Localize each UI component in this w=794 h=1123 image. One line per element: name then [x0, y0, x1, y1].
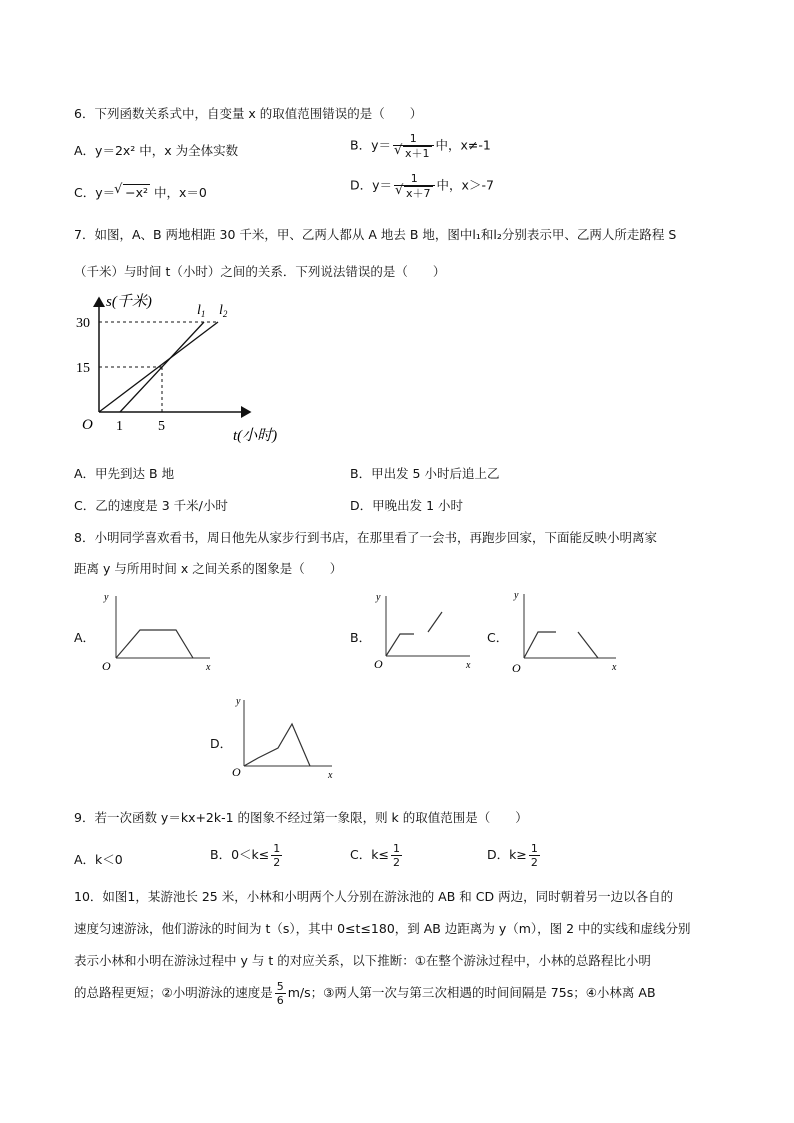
q7-line-l2	[99, 322, 218, 412]
q6-b-suffix: 中，x≠-1	[435, 137, 491, 153]
q10-speed-den: 6	[276, 994, 284, 1007]
q7-stem-line2: （千米）与时间 t（小时）之间的关系．下列说法错误的是（ ）	[74, 264, 446, 279]
q9-b-prefix: B．0＜k≤	[210, 847, 270, 862]
q6-b-num: 1	[409, 132, 417, 145]
q9-option-a: A．k＜0	[74, 852, 123, 867]
q8c-x-label: x	[612, 662, 617, 673]
q6-c-radical: √ −x²	[123, 184, 150, 200]
q8a-origin: O	[102, 659, 111, 673]
q8c-curve-2	[578, 632, 598, 658]
q9-d-den: 2	[530, 856, 538, 869]
q7-l1-label: $l_1$	[197, 303, 206, 319]
q8c-y-label: y	[514, 590, 519, 601]
q9-b-den: 2	[273, 856, 281, 869]
q6-d-prefix: D．y＝	[350, 177, 393, 193]
q9-b-num: 1	[273, 842, 281, 855]
q9-stem: 9．若一次函数 y＝kx+2k-1 的图象不经过第一象限，则 k 的取值范围是（ ）	[74, 810, 528, 825]
q7-l2-label: $l_2$	[219, 303, 228, 319]
q6-d-num: 1	[410, 172, 418, 185]
q6-option-c	[74, 183, 207, 201]
q8b-origin: O	[374, 657, 383, 671]
q8c-origin: O	[512, 661, 521, 673]
q7-option-c: C．乙的速度是 3 千米/小时	[74, 498, 228, 513]
q10-line4-suffix: m/s；③两人第一次与第三次相遇的时间间隔是 75s；④小林离 AB	[287, 985, 656, 1000]
q10-speed-num: 5	[276, 980, 284, 993]
q10-line4	[74, 980, 656, 1007]
q6-d-fraction	[394, 172, 435, 200]
q7-y-tick-30: 30	[76, 316, 90, 331]
q9-d-prefix: D．k≥	[487, 847, 527, 862]
q7-x-tick-5: 5	[158, 419, 165, 434]
q8b-y-label: y	[376, 592, 381, 603]
q6-stem: 6．下列函数关系式中，自变量 x 的取值范围错误的是（ ）	[74, 106, 423, 121]
q8b-x-label: x	[466, 660, 471, 671]
q7-y-label: s(千米)	[106, 294, 152, 310]
q8-graph-d	[228, 688, 343, 783]
q9-c-num: 1	[392, 842, 400, 855]
q8-label-a: A．	[74, 630, 96, 645]
q8a-x-label: x	[206, 662, 211, 673]
q7-stem-line1: 7．如图，A、B 两地相距 30 千米，甲、乙两人都从 A 地去 B 地，图中l₁和l₂分别表示甲、乙两人所走路程 S	[74, 227, 677, 242]
q6-b-prefix: B．y＝	[350, 137, 391, 153]
q7-y-tick-15: 15	[76, 361, 90, 376]
q7-graph	[70, 288, 320, 448]
q10-line4-prefix: 的总路程更短；②小明游泳的速度是	[74, 985, 273, 1000]
q8-graph-b	[370, 588, 480, 673]
q7-x-tick-1: 1	[116, 419, 123, 434]
q7-origin: O	[82, 417, 93, 433]
q8-label-b: B．	[350, 630, 372, 645]
q7-option-b: B．甲出发 5 小时后追上乙	[350, 466, 500, 481]
q8-graph-a	[98, 588, 218, 673]
q6-option-d	[350, 172, 494, 200]
q6-option-a: A．y＝2x² 中，x 为全体实数	[74, 143, 239, 158]
q6-d-suffix: 中，x＞-7	[436, 177, 494, 193]
q9-option-c	[350, 842, 404, 869]
q8d-y-label: y	[236, 696, 241, 707]
q10-line2: 速度匀速游泳，他们游泳的时间为 t（s），其中 0≤t≤180，到 AB 边距离为 y（m），图 2 中的实线和虚线分别	[74, 921, 691, 936]
q8a-y-label: y	[104, 592, 109, 603]
q8d-curve	[244, 724, 310, 766]
q9-c-den: 2	[392, 856, 400, 869]
q7-option-d: D．甲晚出发 1 小时	[350, 498, 464, 513]
q8b-curve-1	[386, 634, 414, 656]
q8d-origin: O	[232, 765, 241, 779]
q6-c-prefix: C．y＝	[74, 185, 116, 200]
q8-stem-line2: 距离 y 与所用时间 x 之间关系的图象是（ ）	[74, 561, 343, 576]
q8-label-d: D．	[210, 736, 233, 751]
q8b-curve-2	[428, 612, 442, 632]
q6-b-fraction	[393, 132, 434, 160]
q10-line1: 10．如图1，某游池长 25 米，小林和小明两个人分别在游泳池的 AB 和 CD 两边，同时朝着另一边以各自的	[74, 889, 674, 904]
q6-c-suffix: 中，x＝0	[150, 185, 207, 200]
q7-x-label: t(小时)	[233, 428, 278, 444]
q8-stem-line1: 8．小明同学喜欢看书，周日他先从家步行到书店，在那里看了一会书，再跑步回家，下面能反映小明离家	[74, 530, 657, 545]
q8c-curve-1	[524, 632, 556, 658]
q6-option-b	[350, 132, 491, 160]
q10-line3: 表示小林和小明在游泳过程中 y 与 t 的对应关系，以下推断：①在整个游泳过程中，小林的总路程比小明	[74, 953, 651, 968]
q9-option-b	[210, 842, 284, 869]
q8-graph-c	[508, 588, 623, 673]
q7-option-a: A．甲先到达 B 地	[74, 466, 175, 481]
q6-d-den: √ x＋7	[404, 186, 433, 200]
q9-c-prefix: C．k≤	[350, 847, 389, 862]
q9-d-num: 1	[530, 842, 538, 855]
q8d-x-label: x	[328, 770, 333, 781]
q8-label-c: C．	[487, 630, 509, 645]
q6-b-den: √ x＋1	[403, 146, 432, 160]
q8a-curve	[116, 630, 193, 658]
q9-option-d	[487, 842, 542, 869]
